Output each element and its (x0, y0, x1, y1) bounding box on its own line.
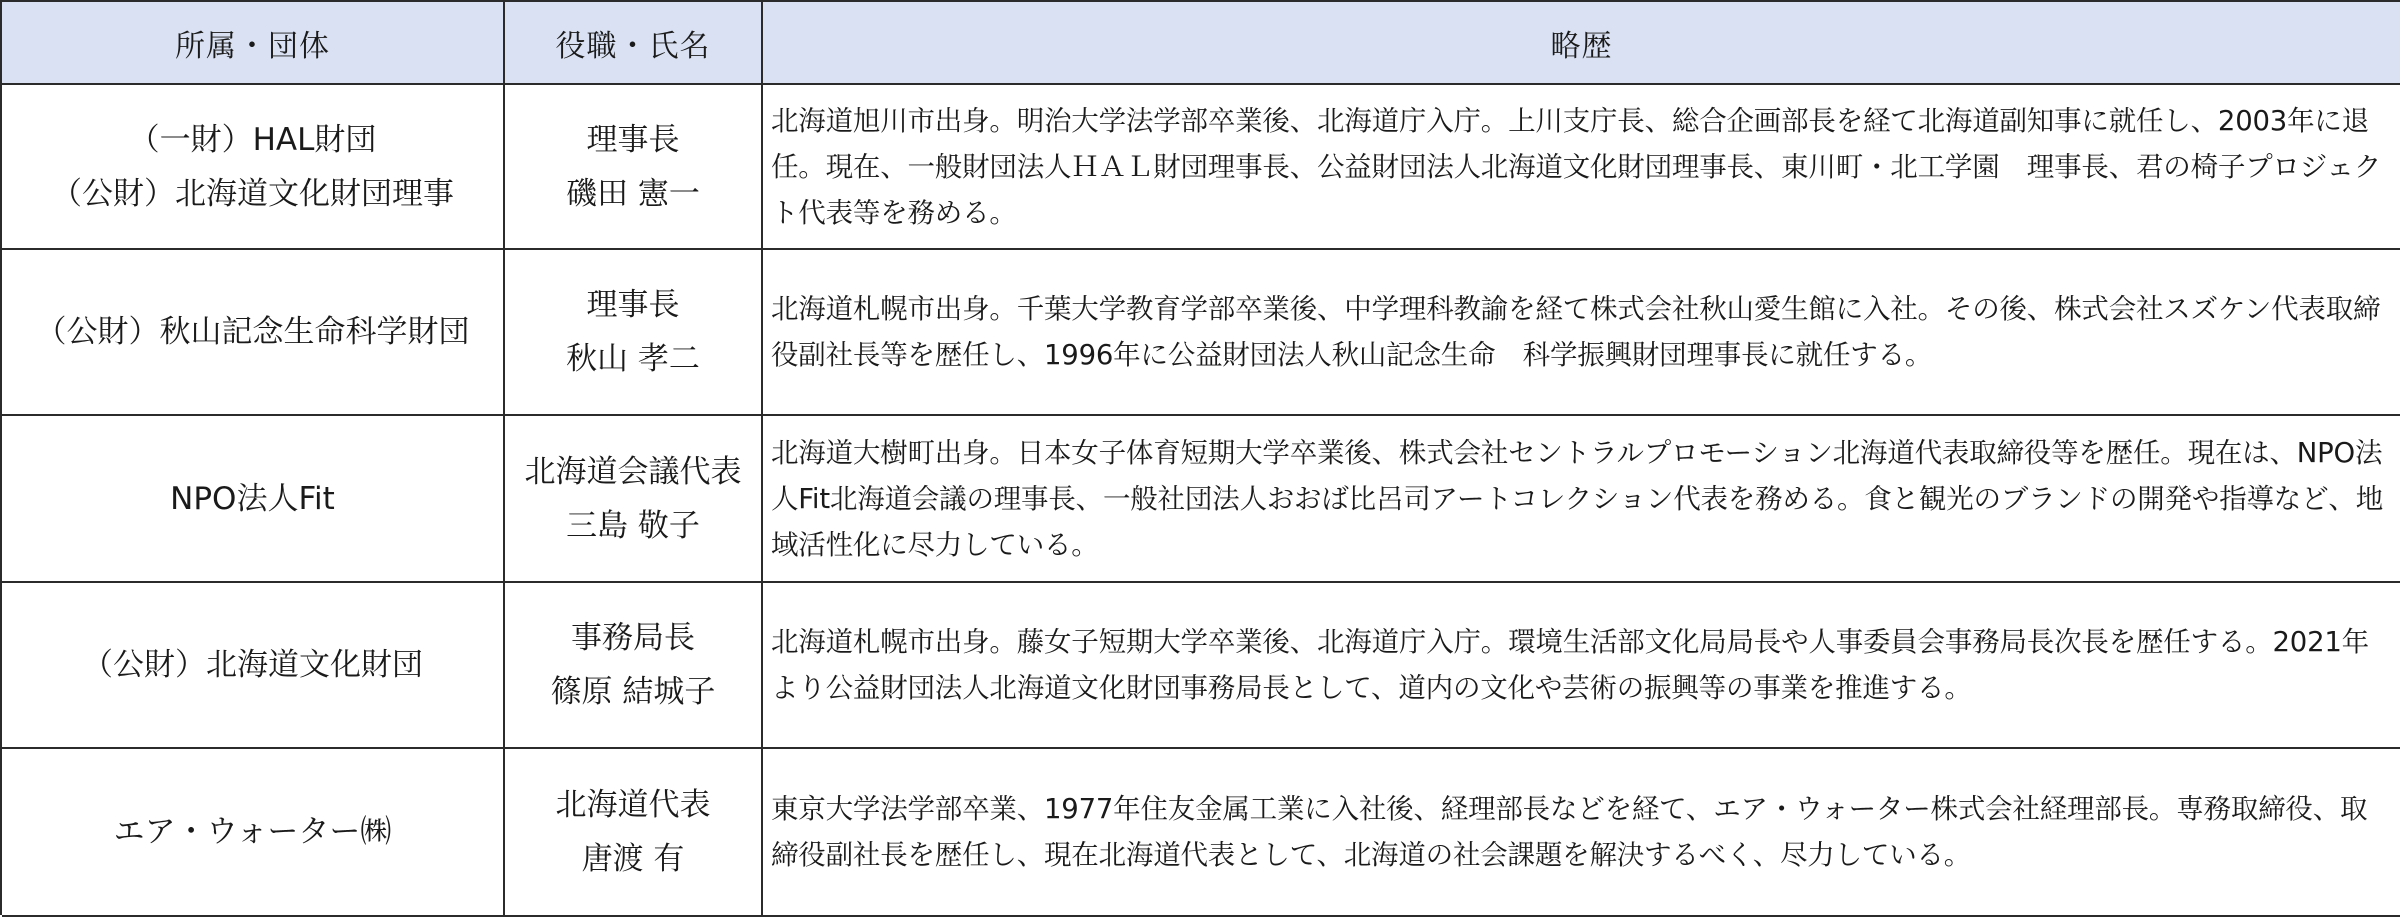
row-bio (763, 416, 2400, 583)
person-name: 磯田 憲一 (566, 175, 700, 212)
header-role: 役職・氏名 (505, 2, 763, 85)
row-bio (763, 85, 2400, 250)
org-line: （一財）HAL財団 (128, 121, 377, 158)
row-org (2, 749, 505, 917)
row-role-name (505, 85, 763, 250)
row-bio (763, 250, 2400, 416)
org-line: （公財）秋山記念生命科学財団 (35, 314, 470, 350)
role-title: 事務局長 (571, 620, 695, 656)
bio-text: 北海道札幌市出身。千葉大学教育学部卒業後、中学理科教諭を経て株式会社秋山愛生館に入社。その後、株式会社スズケン代表取締役副社長等を歴任し、1996年に公益財団法人秋山記念生命 科学振興財団理事長に就任する。 (771, 293, 2381, 371)
org-line: （公財）北海道文化財団 (82, 647, 423, 683)
row-org (2, 416, 505, 583)
row-role-name (505, 583, 763, 749)
row-role-name (505, 416, 763, 583)
org-line: （公財）北海道文化財団理事 (51, 175, 454, 212)
person-name: 三島 敬子 (566, 507, 700, 544)
header-org: 所属・団体 (2, 2, 505, 85)
row-bio (763, 583, 2400, 749)
person-name: 秋山 孝二 (566, 341, 700, 377)
row-role-name (505, 250, 763, 416)
row-org (2, 583, 505, 749)
role-title: 理事長 (586, 287, 680, 323)
row-bio (763, 749, 2400, 917)
bio-text: 北海道大樹町出身。日本女子体育短期大学卒業後、株式会社セントラルプロモーション北海道代表取締役等を歴任。現在は、NPO法人Fit北海道会議の理事長、一般社団法人おおば比呂司アートコレクション代表を務める。食と観光のブランドの開発や指導など、地域活性化に尽力している。 (771, 436, 2384, 561)
bio-text: 北海道旭川市出身。明治大学法学部卒業後、北海道庁入庁。上川支庁長、総合企画部長を経て北海道副知事に就任し、2003年に退任。現在、一般財団法人ＨＡＬ財団理事長、公益財団法人北海道文化財団理事長、東川町・北工学園 理事長、君の椅子プロジェクト代表等を務める。 (771, 104, 2382, 229)
role-title: 理事長 (586, 121, 680, 158)
row-org (2, 85, 505, 250)
row-org (2, 250, 505, 416)
person-name: 篠原 結城子 (550, 674, 716, 710)
role-title: 北海道代表 (555, 787, 711, 823)
person-name: 唐渡 有 (581, 841, 685, 877)
row-role-name (505, 749, 763, 917)
header-bio: 略歴 (763, 2, 2400, 85)
org-line: エア・ウォーター㈱ (113, 814, 392, 850)
org-line: NPO法人Fit (170, 480, 335, 517)
bio-text: 東京大学法学部卒業、1977年住友金属工業に入社後、経理部長などを経て、エア・ウォーター株式会社経理部長。専務取締役、取締役副社長を歴任し、現在北海道代表として、北海道の社会課題を解決するべく、尽力している。 (771, 793, 2368, 871)
role-title: 北海道会議代表 (524, 453, 742, 490)
bio-text: 北海道札幌市出身。藤女子短期大学卒業後、北海道庁入庁。環境生活部文化局局長や人事委員会事務局長次長を歴任する。2021年より公益財団法人北海道文化財団事務局長として、道内の文化や芸術の振興等の事業を推進する。 (771, 626, 2369, 704)
